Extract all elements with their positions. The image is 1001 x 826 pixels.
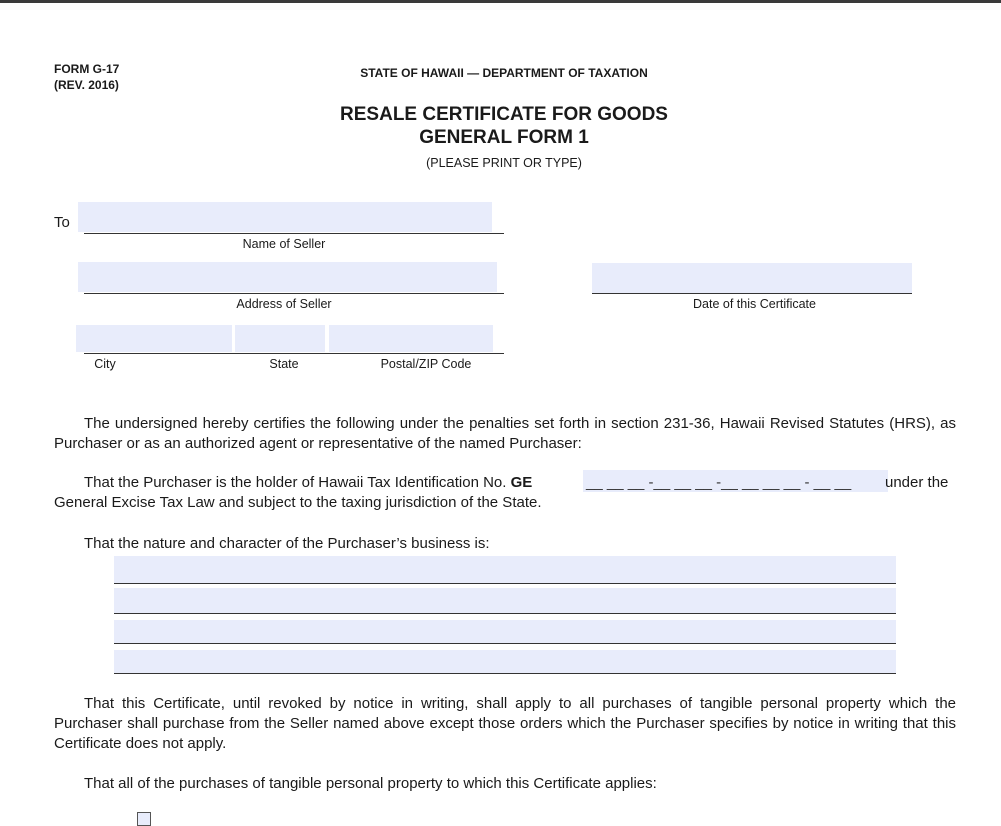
business-nature-label: That the nature and character of the Purchaser’s business is: [84, 535, 490, 552]
seller-name-underline [84, 233, 504, 234]
business-nature-underline-3 [114, 643, 896, 644]
form-title: RESALE CERTIFICATE FOR GOODS [340, 104, 668, 125]
zip-input[interactable] [329, 325, 493, 352]
seller-name-caption: Name of Seller [242, 237, 326, 251]
form-number [54, 61, 119, 93]
purchases-paragraph [54, 774, 956, 794]
to-label: To [54, 214, 70, 231]
form-subtitle: GENERAL FORM 1 [419, 127, 589, 148]
print-instruction: (PLEASE PRINT OR TYPE) [426, 156, 582, 170]
seller-address-input[interactable] [78, 262, 497, 292]
zip-caption: Postal/ZIP Code [380, 357, 472, 371]
revocation-text: That this Certificate, until revoked by notice in writing, shall apply to all purchases of tangible personal property which the Purchaser shall purchase from the Seller named above except those orders which the Purchaser specifies by notice in writing that this Certificate does not apply. [54, 695, 956, 752]
business-nature-line-1[interactable] [114, 556, 896, 583]
city-input[interactable] [76, 325, 232, 352]
state-input[interactable] [235, 325, 325, 352]
tax-id-line [84, 474, 532, 491]
business-nature-paragraph [54, 534, 956, 554]
seller-address-underline [84, 293, 504, 294]
form-id: FORM G-17 [54, 62, 120, 76]
viewer-top-border [0, 0, 1001, 3]
business-nature-underline-1 [114, 583, 896, 584]
tax-id-code: GE [510, 474, 533, 491]
business-nature-line-3[interactable] [114, 620, 896, 643]
tax-id-suffix: under the [885, 474, 949, 491]
state-caption: State [269, 357, 299, 371]
business-nature-underline-4 [114, 673, 896, 674]
revocation-paragraph [54, 694, 956, 754]
purchases-text: That all of the purchases of tangible personal property to which this Certificate applies: [84, 775, 657, 792]
business-nature-line-4[interactable] [114, 650, 896, 673]
certification-paragraph [54, 414, 956, 454]
department-header: STATE OF HAWAII — DEPARTMENT OF TAXATION [360, 66, 648, 80]
location-underline [84, 353, 504, 354]
business-nature-underline-2 [114, 613, 896, 614]
certification-text: The undersigned hereby certifies the following under the penalties set forth in section 231-36, Hawaii Revised Statutes (HRS), as Purchaser or as an authorized agent or representative of the named Purchaser: [54, 415, 956, 452]
seller-name-input[interactable] [78, 202, 492, 232]
business-nature-line-2[interactable] [114, 588, 896, 613]
tax-id-mask: __ __ __ -__ __ __ -__ __ __ __ - __ __ [586, 474, 852, 491]
certificate-date-underline [592, 293, 912, 294]
tax-id-prefix: That the Purchaser is the holder of Hawaii Tax Identification No. [84, 474, 507, 491]
city-caption: City [94, 357, 116, 371]
certificate-date-caption: Date of this Certificate [693, 297, 816, 311]
form-revision: (REV. 2016) [54, 78, 119, 92]
seller-address-caption: Address of Seller [236, 297, 332, 311]
certificate-date-input[interactable] [592, 263, 912, 293]
tax-id-continuation: General Excise Tax Law and subject to the taxing jurisdiction of the State. [54, 494, 542, 511]
purchase-type-checkbox[interactable] [137, 812, 151, 826]
